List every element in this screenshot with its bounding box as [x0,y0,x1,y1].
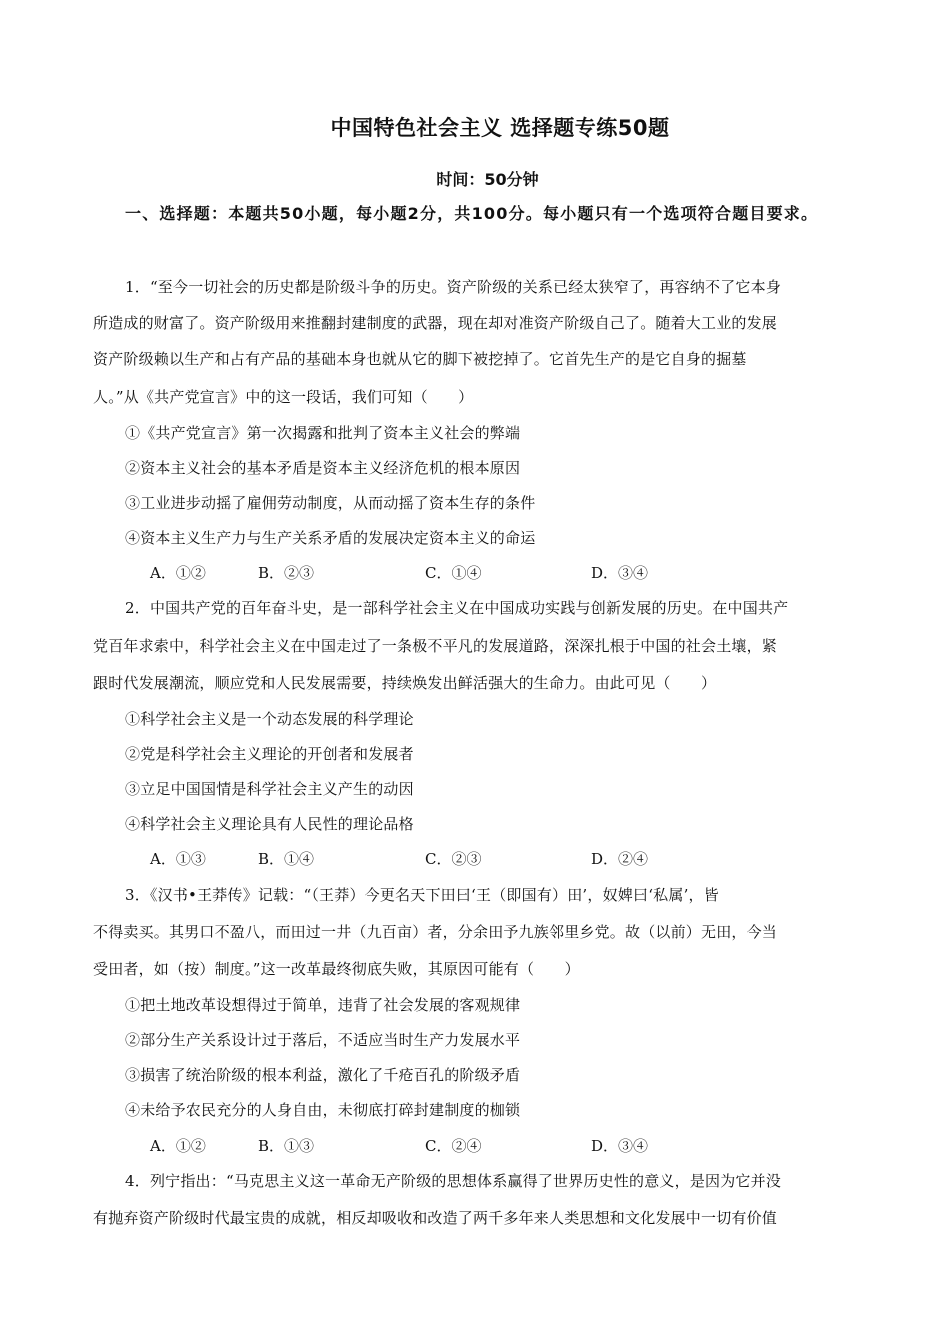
answer-options [150,1136,750,1156]
option-d[interactable]: D．②④ [591,850,649,868]
statement-item: ①《共产党宣言》第一次揭露和批判了资本主义社会的弊端 [125,424,521,442]
question-stem-line: 2．中国共产党的百年奋斗史，是一部科学社会主义在中国成功实践与创新发展的历史。在中国共产 [125,599,789,617]
option-b[interactable]: B．①③ [258,1137,315,1155]
answer-options [150,563,750,583]
option-d[interactable]: D．③④ [591,564,649,582]
statement-item: ②党是科学社会主义理论的开创者和发展者 [125,745,414,763]
question-stem-line: 不得卖买。其男口不盈八，而田过一井（九百亩）者，分余田予九族邻里乡党。故（以前）无田，今当 [93,923,778,941]
statement-item: ①把土地改革设想得过于简单，违背了社会发展的客观规律 [125,996,521,1014]
page-title: 中国特色社会主义 选择题专练50题 [330,116,670,140]
question-stem-line: 1．“至今一切社会的历史都是阶级斗争的历史。资产阶级的关系已经太狭窄了，再容纳不了它本身 [125,278,782,296]
option-a[interactable]: A．①② [150,1137,206,1155]
question-stem-line: 党百年求索中，科学社会主义在中国走过了一条极不平凡的发展道路，深深扎根于中国的社会土壤，紧 [93,637,778,655]
question-stem-line: 受田者，如（按）制度。”这一改革最终彻底失败，其原因可能有（ ） [93,960,580,978]
statement-item: ③工业进步动摇了雇佣劳动制度，从而动摇了资本生存的条件 [125,494,536,512]
option-c[interactable]: C．②③ [425,850,482,868]
option-a[interactable]: A．①② [150,564,206,582]
statement-item: ②资本主义社会的基本矛盾是资本主义经济危机的根本原因 [125,459,521,477]
question-stem-line: 4．列宁指出：“马克思主义这一革命无产阶级的思想体系赢得了世界历史性的意义，是因为它并没 [125,1172,782,1190]
statement-item: ②部分生产关系设计过于落后，不适应当时生产力发展水平 [125,1031,521,1049]
answer-options [150,849,750,869]
option-b[interactable]: B．②③ [258,564,315,582]
section-heading: 一、选择题：本题共50小题，每小题2分，共100分。每小题只有一个选项符合题目要求。 [125,204,819,223]
statement-item: ④资本主义生产力与生产关系矛盾的发展决定资本主义的命运 [125,529,536,547]
option-c[interactable]: C．②④ [425,1137,482,1155]
statement-item: ①科学社会主义是一个动态发展的科学理论 [125,710,414,728]
question-stem-line: 资产阶级赖以生产和占有产品的基础本身也就从它的脚下被挖掉了。它首先生产的是它自身的掘墓 [93,350,747,368]
statement-item: ③立足中国国情是科学社会主义产生的动因 [125,780,414,798]
question-stem-line: 3．《汉书•王莽传》记载：“（王莽）今更名天下田曰‘王（即国有）田’，奴婢曰‘私属’，皆 [125,886,719,904]
statement-item: ③损害了统治阶级的根本利益，激化了千疮百孔的阶级矛盾 [125,1066,521,1084]
option-b[interactable]: B．①④ [258,850,315,868]
statement-item: ④科学社会主义理论具有人民性的理论品格 [125,815,414,833]
question-stem-line: 所造成的财富了。资产阶级用来推翻封建制度的武器，现在却对准资产阶级自己了。随着大工业的发展 [93,314,778,332]
question-stem-line: 有抛弃资产阶级时代最宝贵的成就，相反却吸收和改造了两千多年来人类思想和文化发展中一切有价值 [93,1209,778,1227]
exam-time: 时间：50分钟 [436,170,539,189]
question-stem-line: 人。”从《共产党宣言》中的这一段话，我们可知（ ） [93,388,474,406]
statement-item: ④未给予农民充分的人身自由，未彻底打碎封建制度的枷锁 [125,1101,521,1119]
option-d[interactable]: D．③④ [591,1137,649,1155]
option-c[interactable]: C．①④ [425,564,482,582]
question-stem-line: 跟时代发展潮流，顺应党和人民发展需要，持续焕发出鲜活强大的生命力。由此可见（ ） [93,674,717,692]
option-a[interactable]: A．①③ [150,850,206,868]
